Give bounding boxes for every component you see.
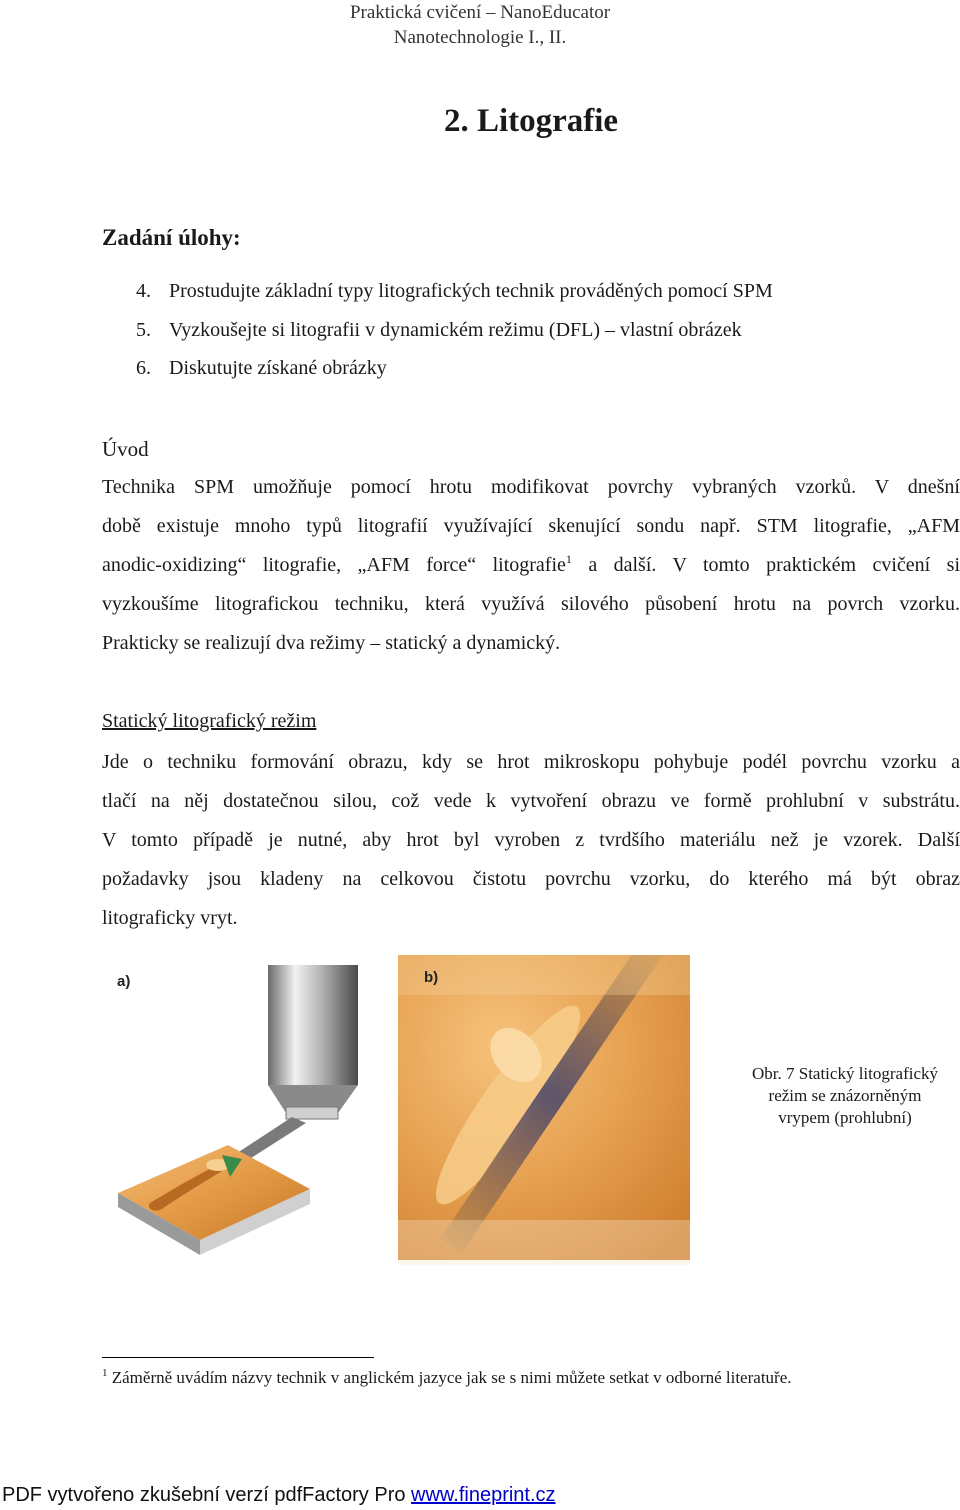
text-line: Jde o techniku formování obrazu, kdy se hrot mikroskopu pohybuje podél povrchu vzorku a	[102, 751, 960, 773]
footnote-divider	[102, 1357, 374, 1358]
footnote	[102, 1368, 792, 1388]
text-line: Prakticky se realizují dva režimy – statický a dynamický.	[102, 632, 561, 654]
pdf-footer-text: PDF vytvořeno zkušební verzí pdfFactory Pro	[2, 1484, 412, 1506]
task-item	[136, 319, 742, 342]
text-line: litograficky vryt.	[102, 907, 238, 929]
task-text: Vyzkoušejte si litografii v dynamickém režimu (DFL) – vlastní obrázek	[169, 319, 742, 341]
afm-scan-image	[398, 955, 690, 1265]
afm-tip-drawing	[110, 955, 410, 1260]
task-number: 4.	[136, 280, 151, 302]
caption-line: Obr. 7 Statický litografický	[751, 1064, 939, 1083]
footnote-number: 1	[102, 1367, 108, 1379]
pdf-footer	[2, 1484, 556, 1507]
page-title: 2. Litografie	[443, 103, 619, 139]
figure-b-label: b)	[424, 969, 439, 986]
assignment-heading: Zadání úlohy:	[102, 225, 241, 250]
text-line: době existuje mnoho typů litografií využívající skenující sondu např. STM litografie, „AFM	[102, 515, 960, 537]
header-course: Praktická cvičení – NanoEducator	[349, 2, 611, 23]
figure-caption	[730, 1063, 960, 1129]
task-item	[136, 280, 773, 303]
pdf-footer-link[interactable]: www.fineprint.cz	[411, 1484, 556, 1506]
task-number: 5.	[136, 319, 151, 341]
caption-line: režim se znázorněným	[768, 1086, 922, 1105]
task-item	[136, 357, 387, 380]
text-line: požadavky jsou kladeny na celkovou čistotu povrchu vzorku, do kterého má být obraz	[102, 868, 960, 890]
static-mode-heading: Statický litografický režim	[102, 710, 317, 732]
task-text: Prostudujte základní typy litografických technik prováděných pomocí SPM	[169, 280, 773, 302]
task-number: 6.	[136, 357, 151, 379]
text-line: Technika SPM umožňuje pomocí hrotu modifikovat povrchy vybraných vzorků. V dnešní	[102, 476, 960, 498]
text-segment: V tomto praktickém cvičení si	[672, 554, 960, 576]
caption-line: vrypem (prohlubní)	[778, 1108, 912, 1127]
footnote-text: Záměrně uvádím názvy technik v anglickém jazyce jak se s nimi můžete setkat v odborné literatuře.	[111, 1368, 792, 1387]
text-line: V tomto případě je nutné, aby hrot byl vyroben z tvrdšího materiálu než je vzorek. Další	[102, 829, 960, 851]
text-line: tlačí na něj dostatečnou silou, což vede k vytvoření obrazu ve formě prohlubní v substrátu.	[102, 790, 960, 812]
text-segment: anodic-oxidizing“ litografie, „AFM force“ litografie	[102, 554, 566, 576]
footnote-ref: 1	[565, 552, 572, 566]
figure-b-afm-scan	[398, 955, 690, 1265]
text-line: vyzkoušíme litografickou techniku, která využívá silového působení hrotu na povrch vzorku.	[102, 593, 960, 615]
intro-heading: Úvod	[102, 437, 149, 461]
static-mode-paragraph	[102, 743, 960, 938]
text-segment: a další.	[571, 554, 657, 576]
intro-paragraph	[102, 468, 960, 663]
figure-a-label: a)	[117, 973, 131, 990]
figure-a-afm-tip-illustration	[110, 955, 410, 1260]
task-text: Diskutujte získané obrázky	[169, 357, 387, 379]
text-line	[102, 546, 960, 585]
header-subject: Nanotechnologie I., II.	[393, 27, 567, 48]
